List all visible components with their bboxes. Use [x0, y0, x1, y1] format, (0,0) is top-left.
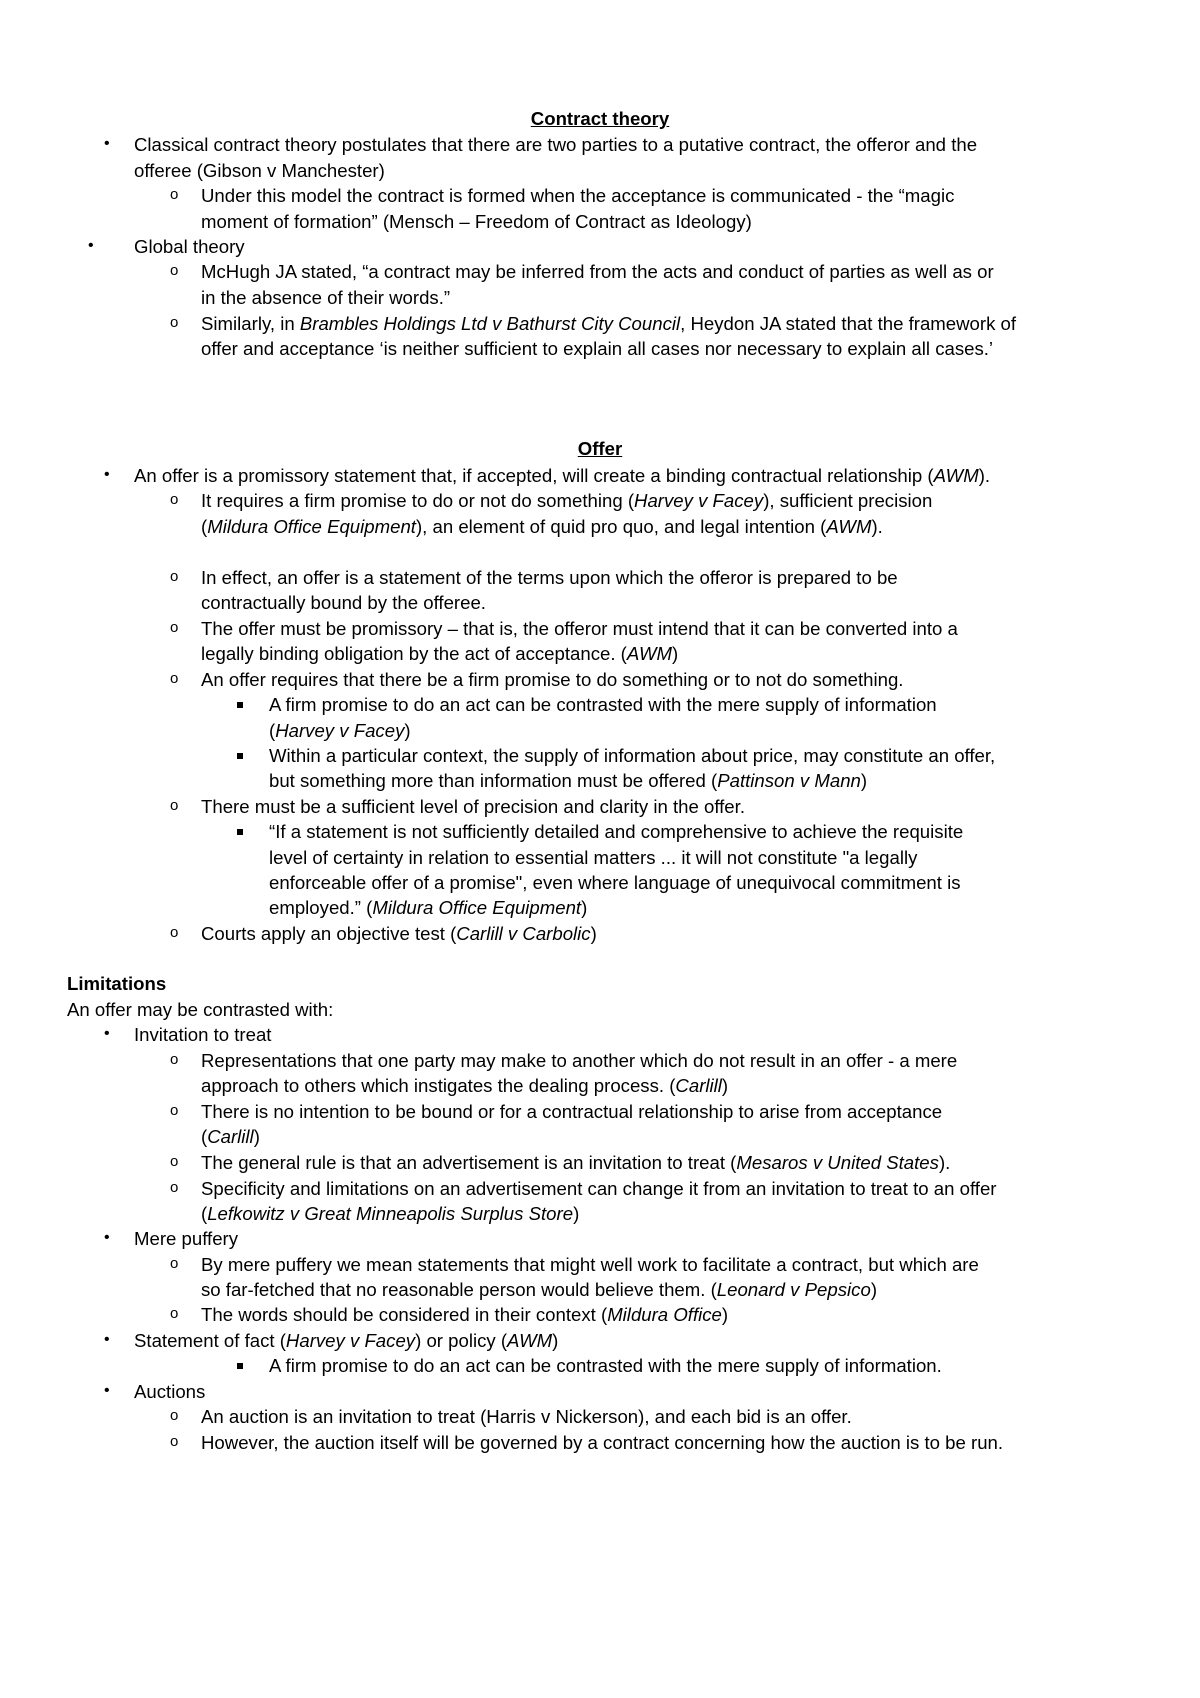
text-line: legally binding obligation by the act of acceptance. (AWM) — [201, 643, 679, 664]
text-line: (Carlill) — [201, 1126, 260, 1147]
case-citation: Lefkowitz v Great Minneapolis Surplus Store — [207, 1203, 574, 1224]
bullet-icon: o — [170, 1153, 179, 1170]
case-citation: Leonard v Pepsico — [716, 1279, 871, 1300]
text-line: offeree (Gibson v Manchester) — [134, 160, 385, 181]
bullet-icon: • — [104, 1382, 110, 1399]
text-line: Global theory — [134, 236, 245, 257]
text-line: Courts apply an objective test (Carlill v Carbolic) — [201, 923, 597, 944]
bullet-icon: • — [104, 466, 110, 483]
case-citation: AWM — [507, 1330, 553, 1351]
text-line: Classical contract theory postulates that there are two parties to a putative contract, the offeror and the — [134, 134, 978, 155]
bullet-icon: o — [170, 1305, 179, 1322]
intro-line: An offer may be contrasted with: — [67, 999, 334, 1020]
text-line: approach to others which instigates the dealing process. (Carlill) — [201, 1075, 729, 1096]
text-line: in the absence of their words.” — [201, 287, 451, 308]
bullet-icon: o — [170, 797, 179, 814]
heading-limitations: Limitations — [67, 973, 167, 994]
text-line: A firm promise to do an act can be contrasted with the mere supply of information. — [269, 1355, 942, 1376]
bullet-icon: o — [170, 262, 179, 279]
heading-contract-theory: Contract theory — [530, 108, 670, 129]
text-line: Auctions — [134, 1381, 206, 1402]
text-line: McHugh JA stated, “a contract may be inferred from the acts and conduct of parties as well as or — [201, 261, 994, 282]
text-line: Mere puffery — [134, 1228, 239, 1249]
text-line: (Harvey v Facey) — [269, 720, 411, 741]
case-citation: Mildura Office — [607, 1304, 722, 1325]
text-line: The words should be considered in their context (Mildura Office) — [201, 1304, 729, 1325]
case-citation: Mildura Office Equipment — [372, 897, 582, 918]
text-line: Specificity and limitations on an advertisement can change it from an invitation to treat to an offer — [201, 1178, 997, 1199]
text-line: It requires a firm promise to do or not do something (Harvey v Facey), sufficient precision — [201, 490, 933, 511]
case-citation: Harvey v Facey — [275, 720, 405, 741]
text-line: There is no intention to be bound or for a contractual relationship to arise from acceptance — [201, 1101, 943, 1122]
text-line: employed.” (Mildura Office Equipment) — [269, 897, 588, 918]
bullet-icon: o — [170, 924, 179, 941]
square-bullet-icon — [237, 753, 243, 759]
bullet-icon: o — [170, 1407, 179, 1424]
bullet-icon: • — [88, 237, 94, 254]
text-line: moment of formation” (Mensch – Freedom of Contract as Ideology) — [201, 211, 752, 232]
text-line: In effect, an offer is a statement of the terms upon which the offeror is prepared to be — [201, 567, 898, 588]
case-citation: Carlill — [675, 1075, 722, 1096]
bullet-icon: • — [104, 1331, 110, 1348]
bullet-icon: o — [170, 186, 179, 203]
heading-offer: Offer — [577, 438, 623, 459]
bullet-icon: • — [104, 1229, 110, 1246]
text-line: contractually bound by the offeree. — [201, 592, 486, 613]
text-line: However, the auction itself will be governed by a contract concerning how the auction is to be run. — [201, 1432, 1004, 1453]
case-citation: Mildura Office Equipment — [207, 516, 416, 537]
case-citation: Carlill v Carbolic — [456, 923, 591, 944]
case-citation: AWM — [626, 643, 672, 664]
text-line: An auction is an invitation to treat (Harris v Nickerson), and each bid is an offer. — [201, 1406, 852, 1427]
text-line: There must be a sufficient level of precision and clarity in the offer. — [201, 796, 745, 817]
text-line: The general rule is that an advertisement is an invitation to treat (Mesaros v United States). — [201, 1152, 951, 1173]
bullet-icon: o — [170, 670, 179, 687]
square-bullet-icon — [237, 702, 243, 708]
text-line: “If a statement is not sufficiently detailed and comprehensive to achieve the requisite — [269, 821, 964, 842]
text-line: so far-fetched that no reasonable person would believe them. (Leonard v Pepsico) — [201, 1279, 878, 1300]
bullet-icon: o — [170, 1179, 179, 1196]
text-line: (Mildura Office Equipment), an element of quid pro quo, and legal intention (AWM). — [201, 516, 883, 537]
case-citation: Harvey v Facey — [634, 490, 764, 511]
text-line: By mere puffery we mean statements that might well work to facilitate a contract, but which are — [201, 1254, 979, 1275]
bullet-icon: • — [104, 135, 110, 152]
text-line: Under this model the contract is formed when the acceptance is communicated - the “magic — [201, 185, 955, 206]
bullet-icon: o — [170, 1433, 179, 1450]
case-citation: Mesaros v United States — [736, 1152, 939, 1173]
text-line: Invitation to treat — [134, 1024, 272, 1045]
bullet-icon: o — [170, 491, 179, 508]
text-line: An offer requires that there be a firm promise to do something or to not do something. — [201, 669, 904, 690]
case-citation: Carlill — [207, 1126, 254, 1147]
text-line: Similarly, in Brambles Holdings Ltd v Bathurst City Council, Heydon JA stated that the framework of — [201, 313, 1017, 334]
text-line: Statement of fact (Harvey v Facey) or policy (AWM) — [134, 1330, 559, 1351]
text-line: Representations that one party may make to another which do not result in an offer - a mere — [201, 1050, 958, 1071]
text-line: enforceable offer of a promise", even where language of unequivocal commitment is — [269, 872, 961, 893]
text-line: Within a particular context, the supply of information about price, may constitute an offer, — [269, 745, 996, 766]
case-citation: Pattinson v Mann — [717, 770, 861, 791]
text-line: level of certainty in relation to essential matters ... it will not constitute "a legally — [269, 847, 918, 868]
case-citation: Brambles Holdings Ltd v Bathurst City Council — [299, 313, 681, 334]
text-line: but something more than information must be offered (Pattinson v Mann) — [269, 770, 868, 791]
bullet-icon: o — [170, 1102, 179, 1119]
bullet-icon: o — [170, 568, 179, 585]
bullet-icon: o — [170, 1051, 179, 1068]
square-bullet-icon — [237, 829, 243, 835]
text-line: (Lefkowitz v Great Minneapolis Surplus Store) — [201, 1203, 580, 1224]
text-line: The offer must be promissory – that is, the offeror must intend that it can be converted into a — [201, 618, 958, 639]
bullet-icon: o — [170, 619, 179, 636]
text-line: An offer is a promissory statement that, if accepted, will create a binding contractual relationship (AWM). — [134, 465, 991, 486]
case-citation: Harvey v Facey — [285, 1330, 416, 1351]
bullet-icon: o — [170, 1255, 179, 1272]
case-citation: AWM — [933, 465, 979, 486]
text-line: A firm promise to do an act can be contrasted with the mere supply of information — [269, 694, 937, 715]
bullet-icon: • — [104, 1025, 110, 1042]
case-citation: AWM — [826, 516, 872, 537]
bullet-icon: o — [170, 314, 179, 331]
text-line: offer and acceptance ‘is neither sufficient to explain all cases nor necessary to explain all cases.’ — [201, 338, 994, 359]
square-bullet-icon — [237, 1363, 243, 1369]
